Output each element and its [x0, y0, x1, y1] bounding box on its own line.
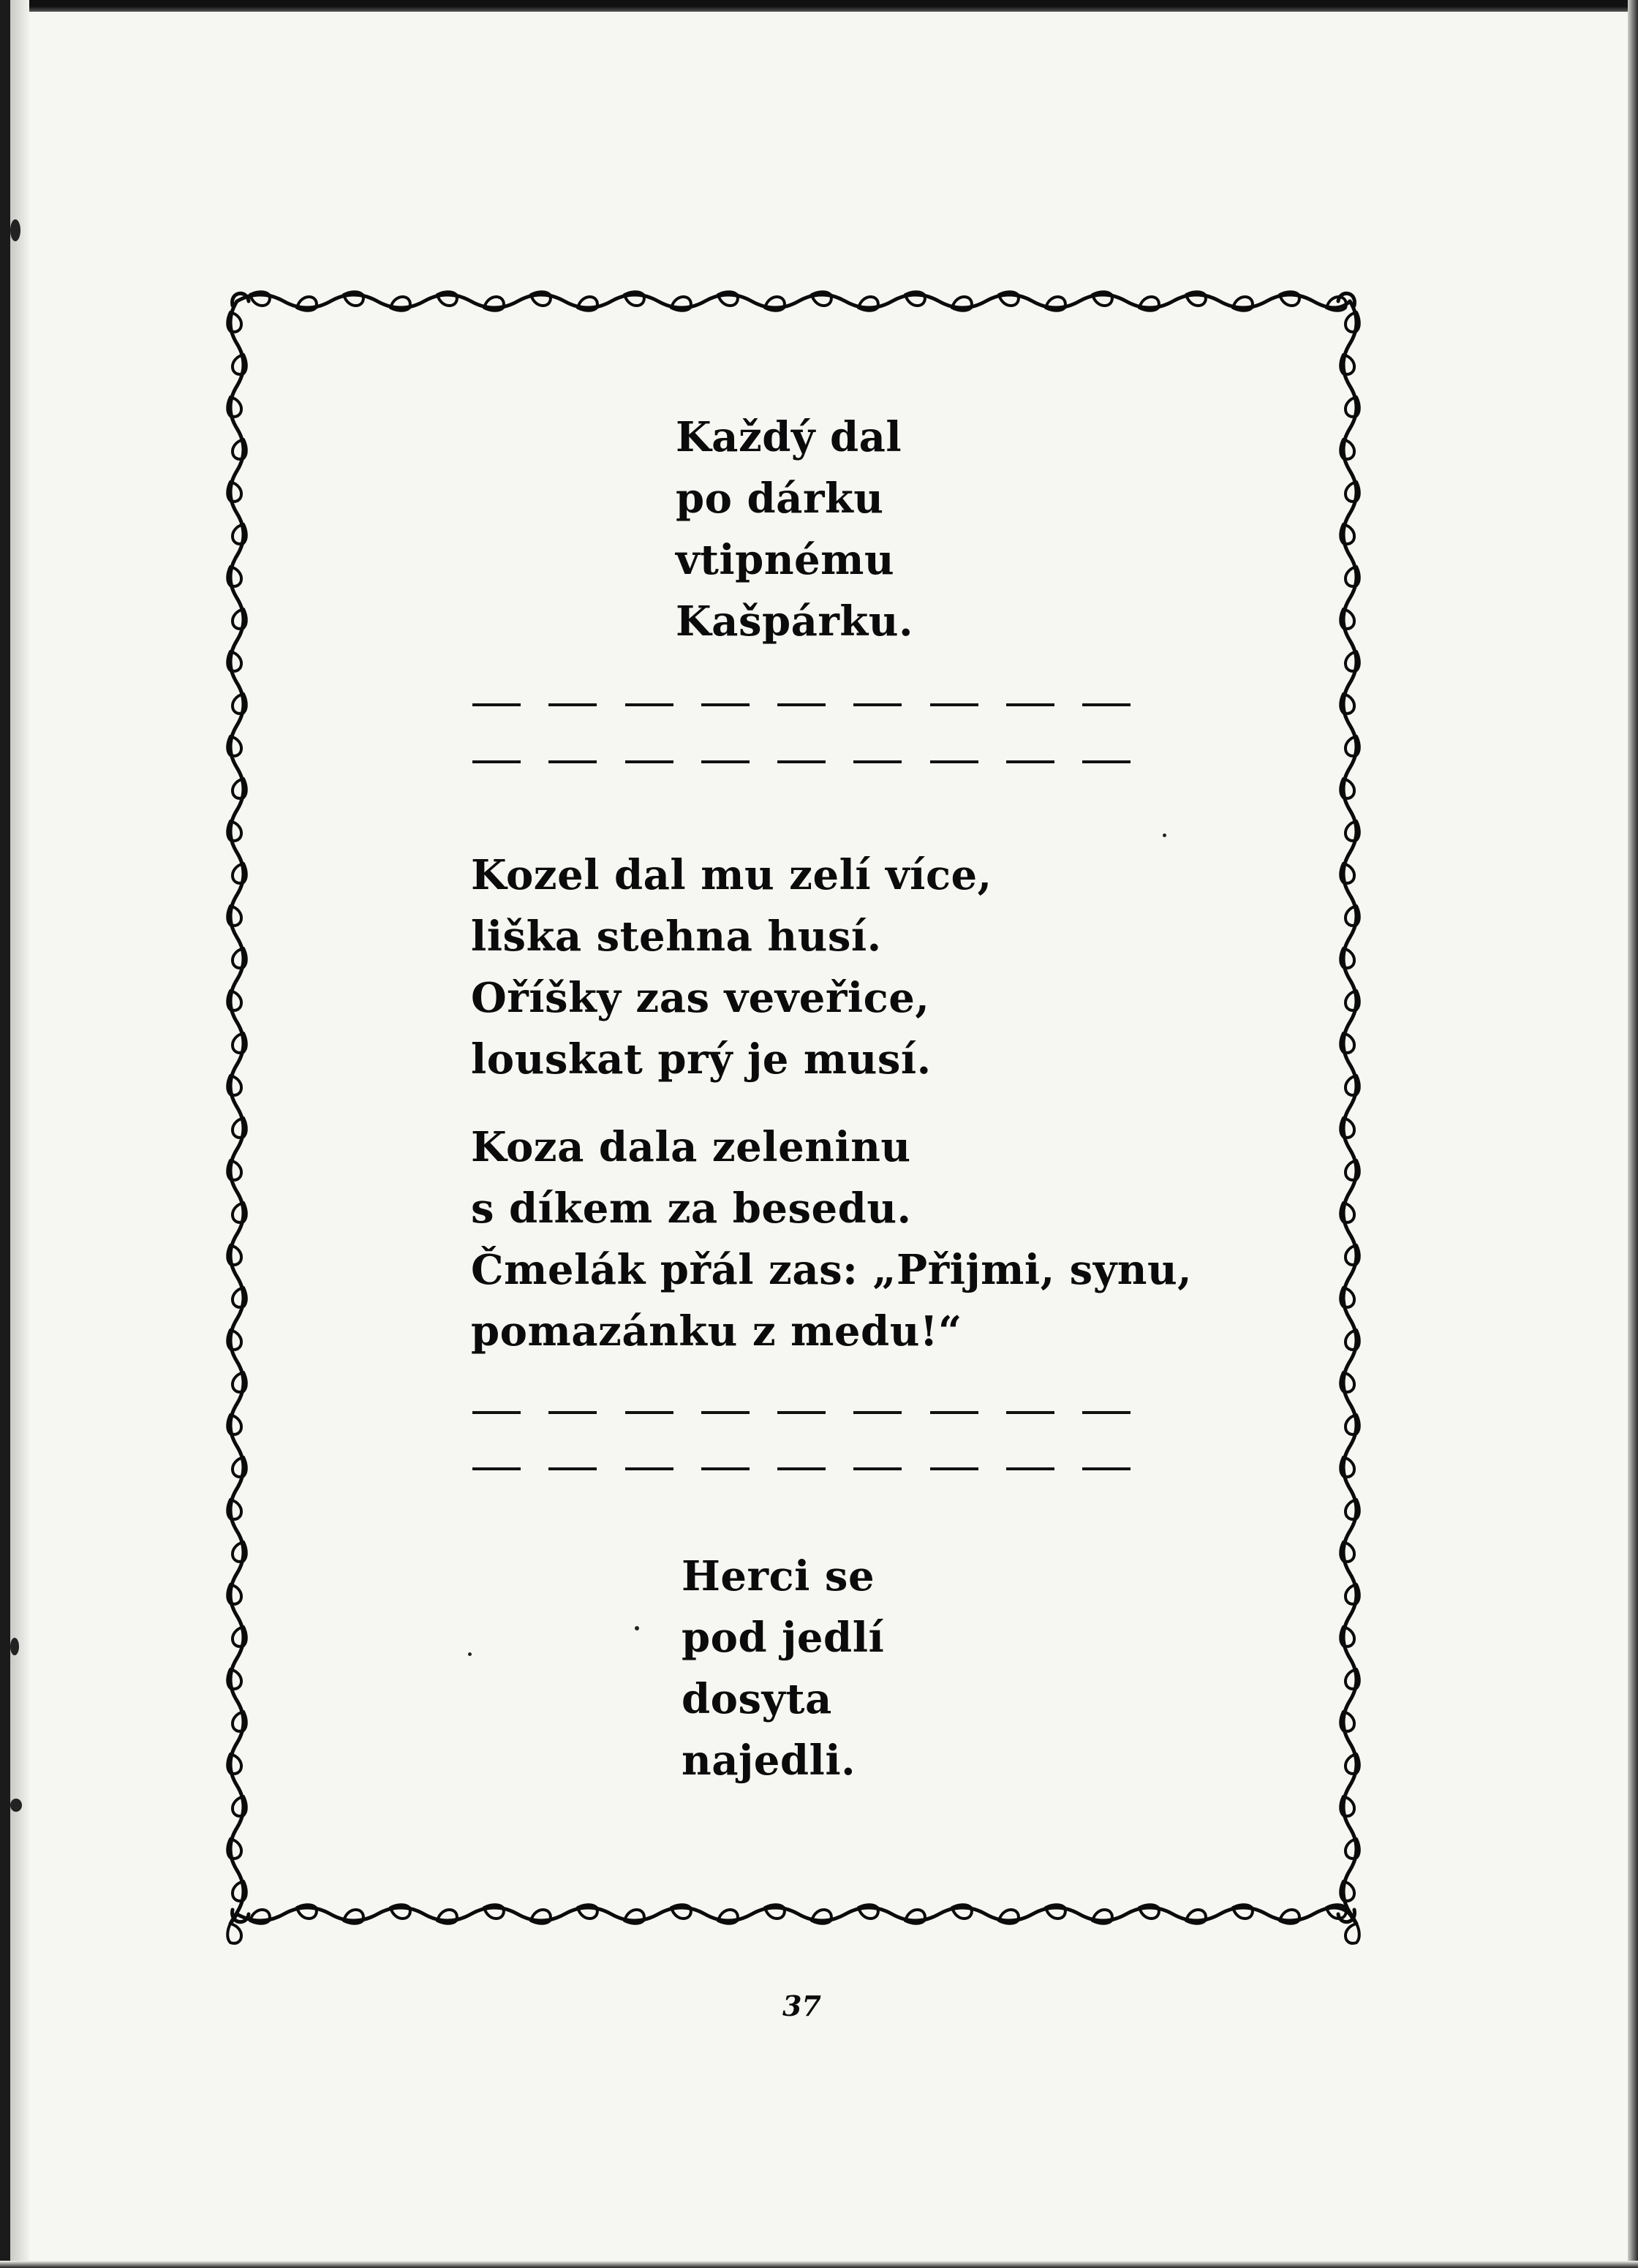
dash: [548, 1411, 597, 1414]
verse-line: po dárku: [676, 475, 884, 523]
dash: [1006, 1467, 1054, 1470]
dash: [701, 703, 750, 706]
dash: [1082, 703, 1131, 706]
dash: [701, 1411, 750, 1414]
dash-separator: [472, 760, 1131, 763]
dash: [853, 760, 902, 763]
vine-segment: [1346, 1924, 1359, 1943]
dash: [625, 1411, 673, 1414]
dash-separator: [472, 1411, 1131, 1414]
verse-line: louskat prý je musí.: [471, 1035, 932, 1084]
dash: [930, 703, 978, 706]
stanza-2: [471, 844, 992, 1090]
dash: [625, 1467, 673, 1470]
dash: [548, 1467, 597, 1470]
verse-line: Kašpárku.: [676, 597, 913, 646]
dash: [1082, 1467, 1131, 1470]
dash: [1006, 1411, 1054, 1414]
dash: [625, 760, 673, 763]
dash: [548, 760, 597, 763]
stanza-1: [676, 407, 913, 652]
dash: [472, 760, 521, 763]
dash: [1006, 760, 1054, 763]
verse-line: liška stehna husí.: [471, 912, 882, 961]
dash: [777, 1467, 826, 1470]
dash: [853, 1467, 902, 1470]
dash: [701, 760, 750, 763]
dash: [472, 1411, 521, 1414]
dash: [1082, 760, 1131, 763]
dash: [472, 1467, 521, 1470]
verse-line: pomazánku z medu!“: [471, 1307, 962, 1356]
dash: [777, 1411, 826, 1414]
dash-separator: [472, 1467, 1131, 1470]
stanza-3: [471, 1116, 1192, 1362]
verse-line: Čmelák přál zas: „Přijmi, synu,: [471, 1246, 1193, 1294]
verse-line: Kozel dal mu zelí více,: [471, 851, 992, 899]
dash-separator: [472, 703, 1131, 706]
dash: [853, 1411, 902, 1414]
dash: [930, 1411, 978, 1414]
dash: [625, 703, 673, 706]
dash: [1006, 703, 1054, 706]
verse-line: Herci se: [682, 1552, 875, 1600]
verse-line: najedli.: [682, 1736, 856, 1785]
dash: [701, 1467, 750, 1470]
stanza-4: [682, 1546, 884, 1791]
verse-line: dosyta: [682, 1675, 832, 1723]
verse-line: Koza dala zeleninu: [471, 1123, 911, 1171]
dash: [777, 703, 826, 706]
dash: [472, 703, 521, 706]
dash: [1082, 1411, 1131, 1414]
verse-line: pod jedlí: [682, 1614, 885, 1662]
dash: [548, 703, 597, 706]
verse-line: vtipnému: [676, 536, 895, 584]
dash: [930, 1467, 978, 1470]
verse-line: s díkem za besedu.: [471, 1184, 912, 1233]
dash: [930, 760, 978, 763]
dash: [853, 703, 902, 706]
verse-line: Každý dal: [676, 413, 902, 461]
dash: [777, 760, 826, 763]
page-number: 37: [782, 1989, 821, 2022]
verse-line: Oříšky zas veveřice,: [471, 974, 930, 1022]
vine-segment: [227, 1924, 241, 1943]
